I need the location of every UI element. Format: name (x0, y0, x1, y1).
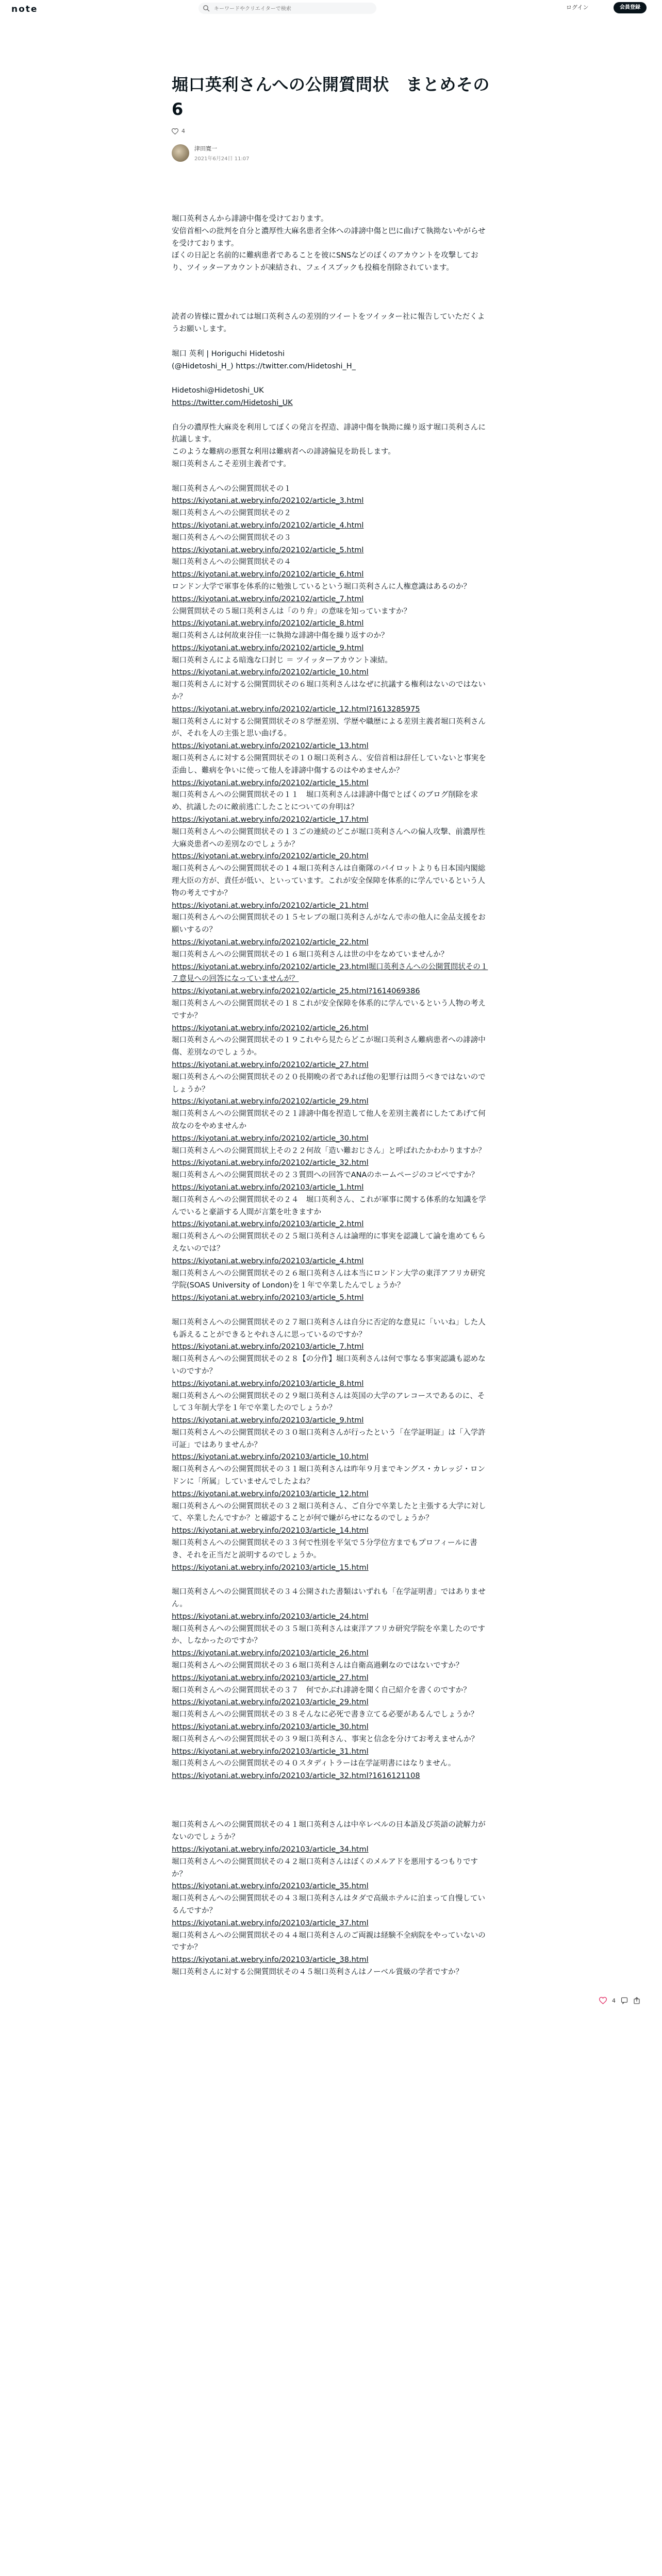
paragraph: 堀口英利さんへの公開質問状その２６堀口英利さんは本当にロンドン大学の東洋アフリカ研究学院(SOAS University of London)を１年で卒業したんでしょうか？ (172, 1269, 485, 1290)
paragraph: 堀口英利さんへの公開質問状その２９堀口英利さんは英国の大学のアレコースであるのに、そして３年制大学を１年で卒業したのでしょうか？ (172, 1392, 485, 1413)
article-link[interactable]: https://kiyotani.at.webry.info/202102/article_13.html (172, 742, 369, 751)
paragraph: 堀口英利さんへの公開質問状その４３堀口英利さんはタダで高級ホテルに泊まって自慢しているんですか？ (172, 1894, 485, 1915)
blank-line (172, 299, 491, 312)
note-logo[interactable]: note (11, 4, 38, 14)
article-link[interactable]: https://kiyotani.at.webry.info/202102/article_6.html (172, 570, 364, 579)
paragraph: 堀口英利さんへの公開質問状その２７堀口英利さんは自分に否定的な意見に「いいね」した人も訴えることができるとやれさんに思っているのですか？ (172, 1318, 486, 1339)
paragraph: 堀口英利さんへの公開質問状その２４ 堀口英利さん、これが軍事に関する体系的な知識を学んでいると豪語する人間が言葉を吐きますか (172, 1195, 486, 1216)
paragraph: 堀口英利さんへの公開質問状その３２堀口英利さん、ご自分で卒業したと主張する大学に対して、卒業したんですか？と確認することが何で嫌がらせになるのでしょうか？ (172, 1502, 486, 1523)
paragraph: 堀口英利さんへの公開質問状その３４公開された書類はいずれも「在学証明書」ではありません。 (172, 1588, 486, 1609)
paragraph: 読者の皆様に置かれては堀口英利さんの差別的ツイートをツイッター社に報告していただくようお願いします。 (172, 313, 485, 334)
paragraph: 堀口英利さんへの公開質問状その３９堀口英利さん、事実と信念を分けてお考えませんか？ (172, 1735, 479, 1743)
search-input[interactable] (213, 3, 370, 15)
paragraph: ロンドン大学で軍事を体系的に勉強しているという堀口英利さんに人権意識はあるのか？ (172, 582, 471, 591)
login-link[interactable]: ログイン (566, 4, 589, 11)
paragraph: 堀口英利さんへの公開質問状その３ (172, 533, 291, 542)
article-link[interactable]: https://kiyotani.at.webry.info/202102/article_3.html (172, 497, 364, 505)
paragraph: 堀口英利さんは何故東谷佳一に執拗な誹謗中傷を繰り返すのか？ (172, 632, 389, 640)
paragraph: 堀口英利さんへの公開質問状その３８そんなに必死で書き立てる必要があるんでしょうか？ (172, 1710, 478, 1719)
article-link[interactable]: https://kiyotani.at.webry.info/202103/article_30.html (172, 1723, 369, 1732)
article-link[interactable]: https://kiyotani.at.webry.info/202102/article_23.html堀口英利さんへの公開質問状その１７意見への回答になっていませんが？ (172, 962, 488, 984)
avatar[interactable] (172, 144, 189, 162)
paragraph: このような難病の悪質な利用は難病者への誹謗偏見を助長します。 (172, 448, 395, 456)
article-link[interactable]: https://kiyotani.at.webry.info/202102/article_15.html (172, 778, 369, 787)
paragraph: 堀口英利さんへの公開質問状その３１堀口英利さんは昨年９月までキングス・カレッジ・ロンドンに「所属」していませんでしたよね？ (172, 1465, 485, 1486)
article-link[interactable]: https://kiyotani.at.webry.info/202103/article_4.html (172, 1257, 364, 1265)
paragraph: 堀口英利さんに対する公開質問状その８学歴差別、学歴や職歴による差別主義者堀口英利さんが、それを人の主張と思い曲げる。 (172, 717, 486, 738)
article-link[interactable]: https://kiyotani.at.webry.info/202102/article_4.html (172, 521, 364, 530)
author-name[interactable]: 津田寛一 (194, 145, 217, 152)
side-actions (599, 1997, 640, 2004)
search-box[interactable] (198, 3, 376, 14)
paragraph: 堀口英利さんへの公開質問状その１８これが安全保障を体系的に学んでいるという人物の考えですか？ (172, 999, 486, 1020)
paragraph: 堀口英利さんへの公開質問状その４ (172, 558, 291, 567)
paragraph: 公開質問状その５堀口英利さんは「のり弁」の意味を知っていますか？ (172, 607, 411, 616)
article-link[interactable]: https://kiyotani.at.webry.info/202102/article_17.html (172, 816, 369, 824)
paragraph: 堀口英利さんに対する公開質問状その１０堀口英利さん、安倍首相は辞任していないと事実を歪曲し、難病を争いに使って他人を誹謗中傷するのはやめませんか？ (172, 754, 486, 775)
blank-line (172, 1783, 491, 1795)
like-row (172, 128, 185, 134)
article-link[interactable]: https://kiyotani.at.webry.info/202102/article_29.html (172, 1097, 369, 1106)
article-link[interactable]: https://kiyotani.at.webry.info/202103/article_34.html (172, 1845, 369, 1854)
heart-icon[interactable] (599, 1997, 607, 2004)
paragraph: 堀口英利さんへの公開質問状その１ (172, 484, 291, 493)
paragraph: 堀口英利さんへの公開質問状その２３質問への回答でANAのホームページのコピペですか？ (172, 1171, 479, 1180)
side-like-count: 4 (612, 1997, 616, 2004)
blank-line (172, 275, 491, 287)
article-link[interactable]: https://kiyotani.at.webry.info/202103/article_24.html (172, 1612, 369, 1621)
article-link[interactable]: https://kiyotani.at.webry.info/202102/article_12.html?1613285975 (172, 705, 420, 714)
article-link[interactable]: https://kiyotani.at.webry.info/202102/article_10.html (172, 668, 369, 677)
blank-line (172, 471, 491, 483)
paragraph: 堀口英利さんへの公開質問状その１１ 堀口英利さんは誹謗中傷でとばくのブログ削除を求め、抗議したのに敵前逃亡したことについての弁明は？ (172, 791, 478, 812)
blank-line (172, 410, 491, 422)
paragraph: 堀口英利さんへの公開質問状その２ (172, 509, 291, 518)
article-link[interactable]: https://kiyotani.at.webry.info/202103/article_35.html (172, 1882, 369, 1891)
blank-line (172, 1795, 491, 1807)
like-count: 4 (181, 128, 185, 134)
paragraph: 堀口英利さんへの公開質問状その３０堀口英利さんが行ったという「在学証明証」は「入学許可証」ではありませんか？ (172, 1428, 486, 1449)
article-link[interactable]: https://kiyotani.at.webry.info/202102/article_21.html (172, 901, 369, 910)
paragraph: 堀口英利さんへの公開質問状その２１誹謗中傷を捏造して他人を差別主義者にしたてあげて何故なのをやめませんか (172, 1110, 486, 1130)
paragraph: 堀口英利さんへの公開質問状その４１堀口英利さんは中卒レベルの日本語及び英語の読解力がないのでしょうか？ (172, 1821, 486, 1842)
article-link[interactable]: https://kiyotani.at.webry.info/202102/article_5.html (172, 546, 364, 554)
paragraph: Hidetoshi@Hidetoshi_UK (172, 386, 264, 395)
paragraph: 堀口英利さんこそ差別主義者です。 (172, 460, 291, 468)
paragraph: 堀口英利さんへの公開質問状その４４堀口英利さんのご両親は経験不全病院をやっていないのですか？ (172, 1931, 486, 1952)
article-link[interactable]: https://kiyotani.at.webry.info/202102/article_20.html (172, 852, 369, 861)
paragraph: 堀口英利さんへの公開質問状その４２堀口英利さんはぼくのメルアドを悪用するつもりですか？ (172, 1857, 478, 1878)
publish-date: 2021年6月24日 11:07 (194, 156, 250, 162)
comment-icon[interactable] (621, 1997, 628, 2004)
article-link[interactable]: https://kiyotani.at.webry.info/202102/article_26.html (172, 1024, 369, 1032)
article-link[interactable]: https://kiyotani.at.webry.info/202103/article_27.html (172, 1673, 369, 1682)
heart-icon[interactable] (172, 128, 178, 134)
article-body (172, 213, 491, 1979)
article-link[interactable]: https://kiyotani.at.webry.info/202102/article_8.html (172, 619, 364, 628)
article-link[interactable]: https://kiyotani.at.webry.info/202103/article_31.html (172, 1747, 369, 1756)
paragraph: 堀口英利さんへの公開質問状その３６堀口英利さんは自衛高過剰なのではないですか？ (172, 1662, 464, 1670)
paragraph: 堀口英利さんへの公開質問状その１５セレブの堀口英利さんがなんで赤の他人に金品支援をお願いするの？ (172, 913, 486, 935)
paragraph: 堀口英利さんへの公開質問状その３７ 何でかぶれ誹謗を聞く自己紹介を書くのですか？ (172, 1686, 471, 1694)
signup-button[interactable]: 会員登録 (614, 2, 647, 13)
article-link[interactable]: https://kiyotani.at.webry.info/202103/article_15.html (172, 1563, 369, 1572)
paragraph: 堀口 英利 | Horiguchi Hidetoshi (172, 349, 285, 358)
article-link[interactable]: https://kiyotani.at.webry.info/202103/article_2.html (172, 1220, 364, 1229)
article-link[interactable]: https://kiyotani.at.webry.info/202103/article_38.html (172, 1956, 369, 1964)
paragraph: 堀口英利さんへの公開質問状その１３ごの連続のどこが堀口英利さんへの偏人攻撃、前濃厚性大麻炎患者への差別なのでしょうか？ (172, 827, 486, 849)
global-header (0, 0, 662, 16)
paragraph: 堀口英利さんへの公開質問状その２８【の分作】堀口英利さんは何で事なる事実認識も認めないのですか？ (172, 1355, 486, 1376)
paragraph: (@Hidetoshi_H_) https://twitter.com/Hidetoshi_H_ (172, 362, 356, 370)
article (172, 72, 491, 1976)
blank-line (172, 336, 491, 348)
article-link[interactable]: https://kiyotani.at.webry.info/202102/article_32.html (172, 1159, 369, 1167)
article-link[interactable]: https://kiyotani.at.webry.info/202102/article_30.html (172, 1134, 369, 1143)
paragraph: 堀口英利さんへの公開質問状その３３何で性別を平気で５分学位方までもプロフィールに書き、それを正当だと説明するのでしょうか。 (172, 1539, 477, 1560)
blank-line (172, 1304, 491, 1317)
article-link[interactable]: https://kiyotani.at.webry.info/202102/article_9.html (172, 643, 364, 652)
article-link[interactable]: https://kiyotani.at.webry.info/202103/article_1.html (172, 1183, 364, 1192)
paragraph: 堀口英利さんへの公開質問状その１９これやら見たらどこが堀口英利さん難病患者への誹謗中傷、差別なのでしょうか。 (172, 1036, 486, 1057)
blank-line (172, 1574, 491, 1586)
article-link[interactable]: https://kiyotani.at.webry.info/202103/article_7.html (172, 1343, 364, 1351)
article-link[interactable]: https://twitter.com/Hidetoshi_UK (172, 398, 293, 407)
paragraph: 堀口英利さんへの公開質問状その１６堀口英利さんは世の中をなめていませんか？ (172, 950, 449, 959)
paragraph: 堀口英利さんによる暗逸な口封じ ＝ ツイッターアカウント凍結。 (172, 656, 392, 665)
paragraph: ぼくの日記と名前的に難病患者であることを彼にSNSなどのぼくのアカウントを攻撃しており、ツイッターアカウントが凍結され、フェイスブックも投稿を削除されています。 (172, 251, 478, 273)
article-link[interactable]: https://kiyotani.at.webry.info/202103/article_14.html (172, 1527, 369, 1535)
blank-line (172, 1807, 491, 1820)
article-link[interactable]: https://kiyotani.at.webry.info/202103/article_29.html (172, 1698, 369, 1707)
blank-line (172, 287, 491, 299)
paragraph: 堀口英利さんへの公開質問状その２５堀口英利さんは論理的に事実を認識して論を進めてもらえないのでは？ (172, 1232, 486, 1253)
blank-line (172, 372, 491, 385)
article-link[interactable]: https://kiyotani.at.webry.info/202103/article_32.html?1616121108 (172, 1772, 420, 1781)
article-link[interactable]: https://kiyotani.at.webry.info/202103/article_10.html (172, 1453, 369, 1462)
article-link[interactable]: https://kiyotani.at.webry.info/202103/article_8.html (172, 1379, 364, 1388)
paragraph: 堀口英利さんに対する公開質問状その６堀口英利さんはなぜに抗議する権利はないのではないか？ (172, 681, 486, 702)
share-icon[interactable] (633, 1997, 640, 2004)
article-link[interactable]: https://kiyotani.at.webry.info/202103/article_26.html (172, 1649, 369, 1658)
search-icon (203, 5, 210, 12)
paragraph: 安倍首相への批判を自分と濃厚性大麻名患者全体への誹謗中傷と巴に曲げて執拗ないやがらせを受けております。 (172, 227, 486, 248)
article-link[interactable]: https://kiyotani.at.webry.info/202103/article_5.html (172, 1294, 364, 1302)
article-link[interactable]: https://kiyotani.at.webry.info/202102/article_27.html (172, 1060, 369, 1069)
article-link[interactable]: https://kiyotani.at.webry.info/202102/article_7.html (172, 595, 364, 603)
paragraph: 堀口英利さんへの公開質問状上その２２何故「造い難おじさん」と呼ばれたかわかりますか？ (172, 1146, 486, 1155)
article-link[interactable]: https://kiyotani.at.webry.info/202102/article_22.html (172, 938, 369, 947)
paragraph: 堀口英利さんに対する公開質問状その４５堀口英利さんはノーベル賞級の学者ですか？ (172, 1968, 464, 1976)
article-link[interactable]: https://kiyotani.at.webry.info/202103/article_12.html (172, 1489, 369, 1498)
author-block[interactable] (172, 144, 250, 162)
paragraph: 堀口英利さんから誹謗中傷を受けております。 (172, 215, 328, 223)
article-title: 堀口英利さんへの公開質問状 まとめその6 (172, 75, 490, 119)
paragraph: 堀口英利さんへの公開質問状その１４堀口英利さんは自衛隊のパイロットよりも日本国内閣総理大臣の方が、責任が低い、といっています。これが安全保障を体系的に学んでいるという人物の考えですか？ (172, 865, 486, 897)
paragraph: 堀口英利さんへの公開質問状その２０長期晩の者であれば他の犯罪行は問うべきではないのでしょうか？ (172, 1073, 486, 1094)
article-link[interactable]: https://kiyotani.at.webry.info/202103/article_37.html (172, 1919, 369, 1927)
article-link[interactable]: https://kiyotani.at.webry.info/202102/article_25.html?1614069386 (172, 987, 420, 996)
paragraph: 堀口英利さんへの公開質問状その３５堀口英利さんは東洋アフリカ研究学院を卒業したのですか、しなかったのですか？ (172, 1624, 485, 1646)
article-link[interactable]: https://kiyotani.at.webry.info/202103/article_9.html (172, 1416, 364, 1425)
paragraph: 堀口英利さんへの公開質問状その４０スタディトラーは在学証明書にはなりません。 (172, 1759, 456, 1768)
paragraph: 自分の濃厚性大麻炎を利用してぼくの発言を捏造、誹謗中傷を執拗に繰り返す堀口英利さんに抗議します。 (172, 423, 486, 444)
